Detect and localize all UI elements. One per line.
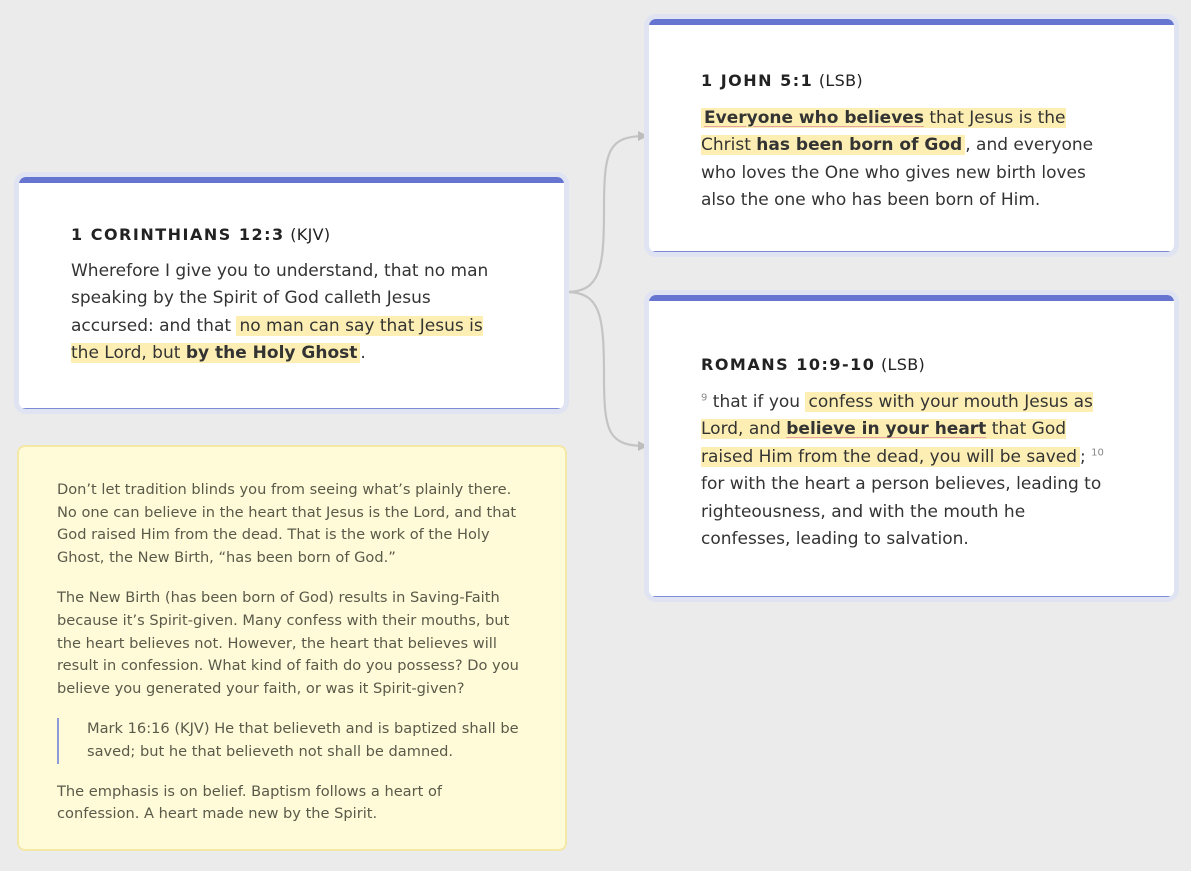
note-blockquote: Mark 16:16 (KJV) He that believeth and is baptized shall be saved; but he that believeth not shall be damned.	[57, 718, 527, 763]
highlight: Everyone who believes that Jesus is the Christ has been born of God	[701, 108, 1066, 156]
verse-reference: 1 CORINTHIANS 12:3 (KJV)	[71, 225, 331, 244]
verse-reference: 1 JOHN 5:1 (LSB)	[701, 71, 863, 90]
verse-text: $^9$ that if you confess with your mouth Jesus as Lord, and believe in your heart that God raised Him from the dead, you will be saved ; $^{10}$ for with the heart a person believes, leading to righteousness, and with the mouth he confesses, leading to salvation.	[701, 392, 1104, 550]
verse-text: Everyone who believes that Jesus is the Christ has been born of God , and everyone who loves the One who gives new birth loves also the one who has been born of Him.	[701, 108, 1094, 211]
connector-to-1-john	[566, 136, 646, 292]
verse-reference: ROMANS 10:9-10 (LSB)	[701, 355, 926, 374]
verse-text: Wherefore I give you to understand, that no man speaking by the Spirit of God calleth Jesus accursed: and that no man can say that Jesus is the Lord, but by the Holy Ghost .	[71, 261, 489, 364]
verse-number: 9	[701, 392, 708, 404]
verse-number: 10	[1091, 447, 1104, 459]
highlight: confess with your mouth Jesus as Lord, and believe in your heart that God raised Him from the dead, you will be saved	[701, 392, 1093, 467]
card-1-john[interactable]	[644, 14, 1179, 257]
note-paragraph: The New Birth (has been born of God) results in Saving-Faith because it’s Spirit-given. Many confess with their mouths, but the heart believes not. However, the heart that believes will result in confession. What kind of faith do you possess? Do you believe you generated your faith, or was it Spirit-given?	[57, 589, 519, 697]
highlight: no man can say that Jesus is the Lord, but by the Holy Ghost	[71, 315, 483, 364]
note-paragraph: Don’t let tradition blinds you from seeing what’s plainly there. No one can believe in the heart that Jesus is the Lord, and that God raised Him from the dead. That is the work of the Holy Ghost, the New Birth, “has been born of God.”	[57, 481, 517, 566]
note-paragraph: The emphasis is on belief. Baptism follows a heart of confession. A heart made new by the Spirit.	[57, 782, 443, 823]
card-romans[interactable]	[644, 290, 1179, 602]
commentary-note[interactable]	[17, 445, 567, 851]
connector-to-romans	[566, 292, 646, 446]
card-1-corinthians[interactable]	[14, 172, 569, 414]
